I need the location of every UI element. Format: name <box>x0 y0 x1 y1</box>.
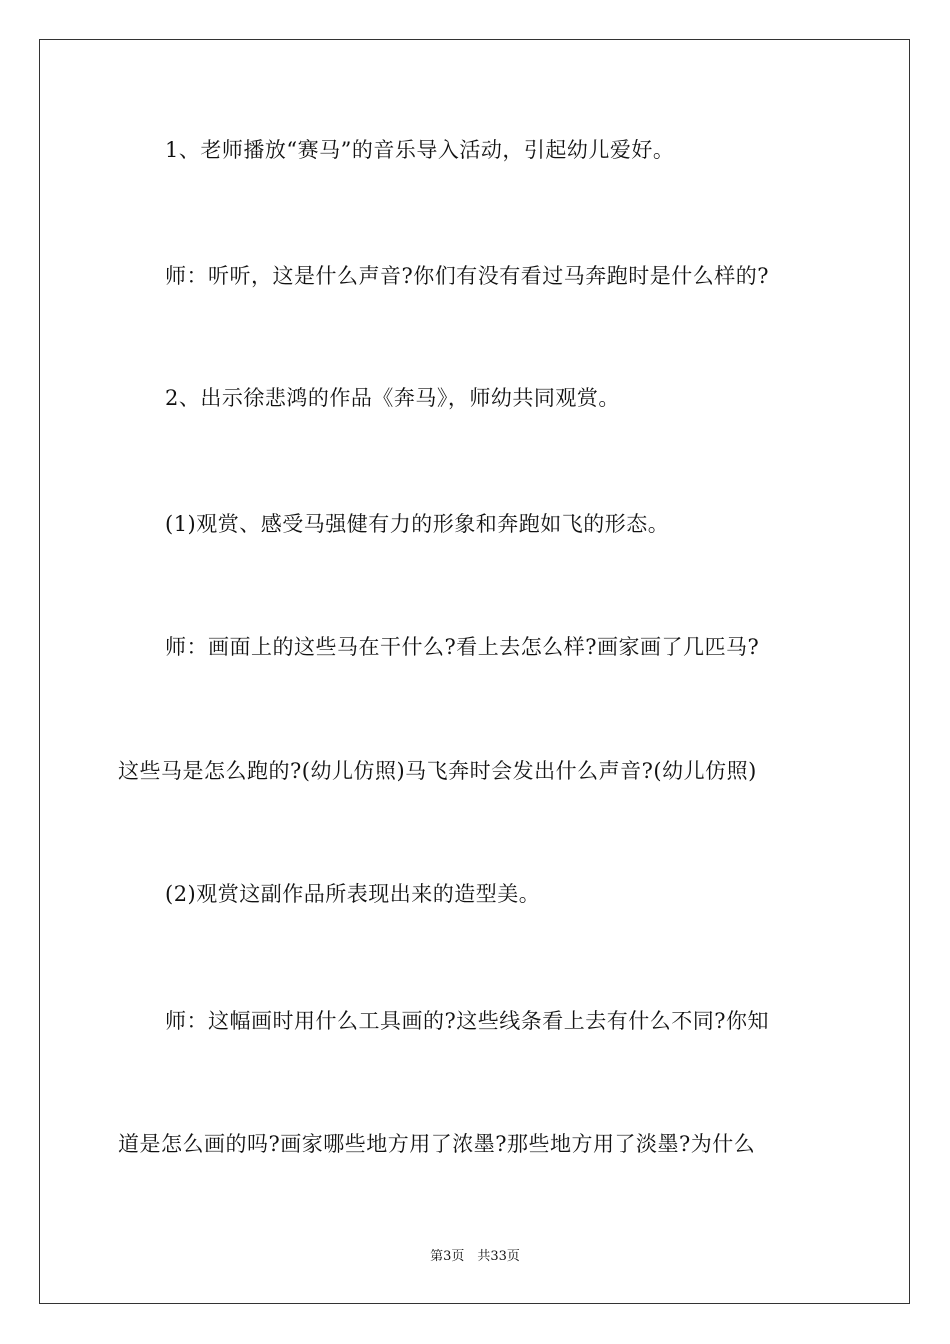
paragraph-line-6: 这些马是怎么跑的?(幼儿仿照)马飞奔时会发出什么声音?(幼儿仿照) <box>118 759 757 783</box>
page-border <box>39 39 910 1304</box>
paragraph-line-7: (2)观赏这副作品所表现出来的造型美。 <box>165 882 541 906</box>
paragraph-line-5: 师：画面上的这些马在干什么?看上去怎么样?画家画了几匹马? <box>165 635 760 659</box>
paragraph-line-1: 1、老师播放“赛马”的音乐导入活动，引起幼儿爱好。 <box>165 138 675 162</box>
paragraph-line-4: (1)观赏、感受马强健有力的形象和奔跑如飞的形态。 <box>165 512 670 536</box>
paragraph-line-2: 师：听听，这是什么声音?你们有没有看过马奔跑时是什么样的? <box>165 264 770 288</box>
paragraph-line-9: 道是怎么画的吗?画家哪些地方用了浓墨?那些地方用了淡墨?为什么 <box>118 1132 756 1156</box>
paragraph-line-3: 2、出示徐悲鸿的作品《奔马》，师幼共同观赏。 <box>165 386 620 410</box>
page-number-footer: 第3页 共33页 <box>430 1249 520 1264</box>
paragraph-line-8: 师：这幅画时用什么工具画的?这些线条看上去有什么不同?你知 <box>165 1009 770 1033</box>
